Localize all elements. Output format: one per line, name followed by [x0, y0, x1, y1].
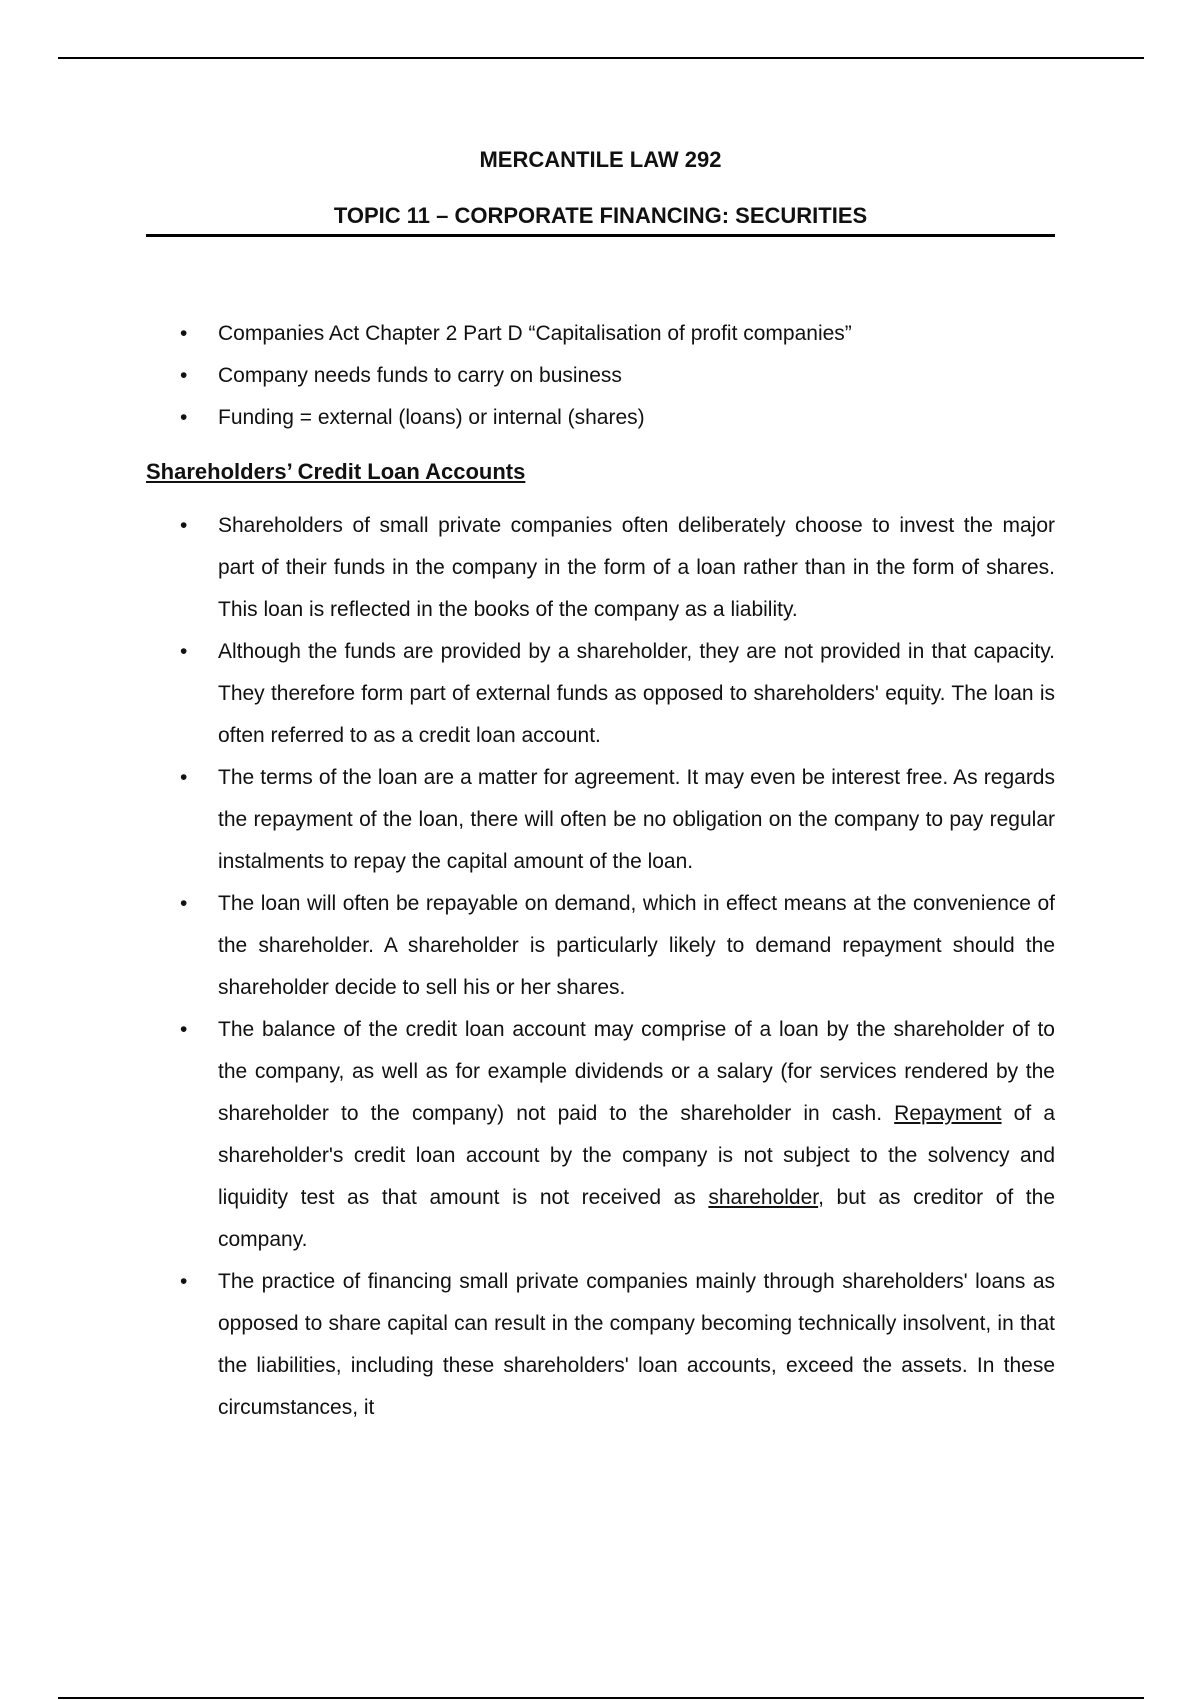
- intro-bullet: • Funding = external (loans) or internal (shares): [146, 397, 1055, 439]
- bullet-text: of a shareholder's credit loan account by the company is not subject to the solvency and liquidity test as that amount is not received as: [218, 1102, 1055, 1209]
- bullet-text: , but as creditor of the company.: [218, 1186, 1055, 1251]
- intro-bullet-list: [146, 313, 1055, 439]
- document-body: [146, 140, 1055, 1429]
- underlined-term-repayment: Repayment: [894, 1102, 1002, 1125]
- underlined-term-shareholder: shareholder: [708, 1186, 819, 1209]
- section-heading: Shareholders’ Credit Loan Accounts: [146, 459, 526, 484]
- section-bullet: • Shareholders of small private companies often deliberately choose to invest the major part of their funds in the company in the form of a loan rather than in the form of shares. This loan is reflected in the books of the company as a liability.: [146, 505, 1055, 631]
- document-subtitle: TOPIC 11 – CORPORATE FINANCING: SECURITIES: [146, 198, 1055, 237]
- bullet-text: The balance of the credit loan account may comprise of a loan by the shareholder of to the company, as well as for example dividends or a salary (for services rendered by the shareholder to the company) not paid to the shareholder in cash.: [218, 1018, 1055, 1125]
- section-bullet-list: [146, 505, 1055, 1429]
- section-bullet: • Although the funds are provided by a shareholder, they are not provided in that capacity. They therefore form part of external funds as opposed to shareholders' equity. The loan is often referred to as a credit loan account.: [146, 631, 1055, 757]
- intro-bullet: • Company needs funds to carry on business: [146, 355, 1055, 397]
- top-page-rule: [58, 57, 1144, 59]
- document-title: MERCANTILE LAW 292: [479, 147, 722, 172]
- section-bullet: • The practice of financing small private companies mainly through shareholders' loans as opposed to share capital can result in the company becoming technically insolvent, in that the liabilities, including these shareholders' loan accounts, exceed the assets. In these circumstances, it: [146, 1261, 1055, 1429]
- section-bullet: [146, 1009, 1055, 1261]
- intro-bullet: • Companies Act Chapter 2 Part D “Capitalisation of profit companies”: [146, 313, 1055, 355]
- section-bullet: • The loan will often be repayable on demand, which in effect means at the convenience of the shareholder. A shareholder is particularly likely to demand repayment should the shareholder decide to sell his or her shares.: [146, 883, 1055, 1009]
- section-bullet: • The terms of the loan are a matter for agreement. It may even be interest free. As regards the repayment of the loan, there will often be no obligation on the company to pay regular instalments to repay the capital amount of the loan.: [146, 757, 1055, 883]
- bottom-page-rule: [58, 1697, 1144, 1699]
